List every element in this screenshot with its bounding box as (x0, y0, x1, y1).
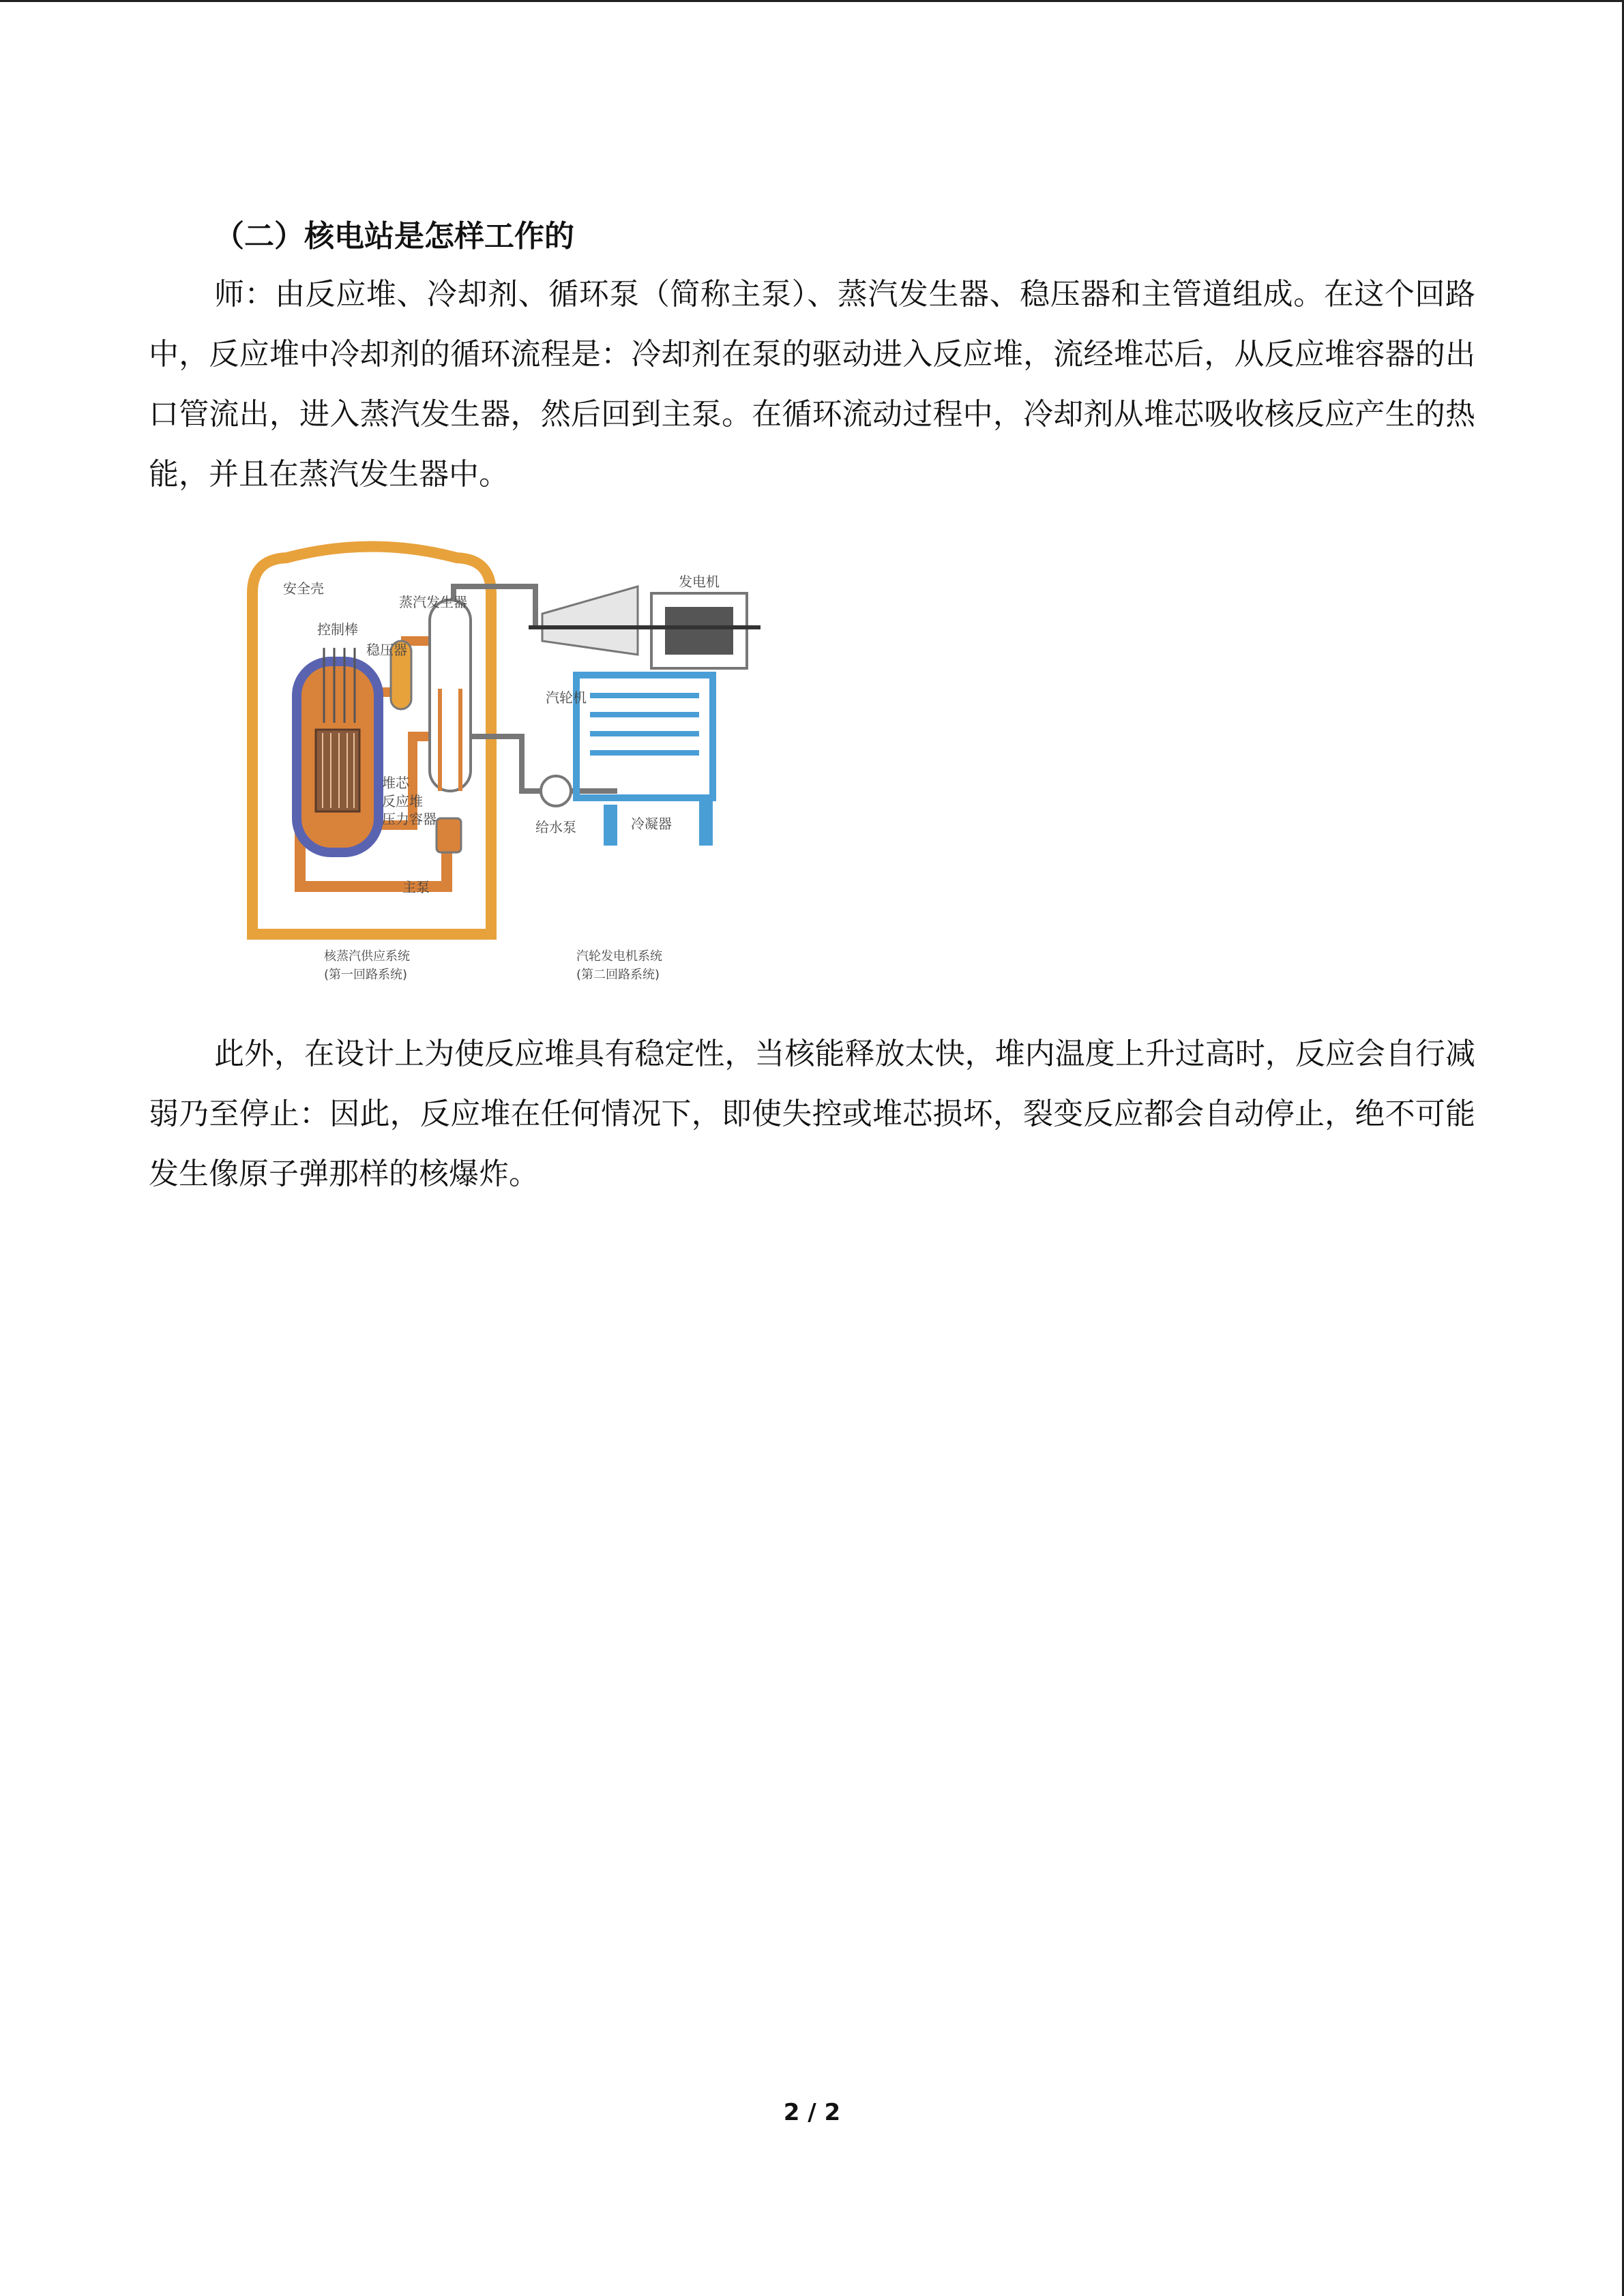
label-control-rods: 控制棒 (317, 621, 358, 638)
label-turbine: 汽轮机 (546, 689, 587, 706)
cooling-water-out (699, 798, 713, 846)
label-reactor-vessel-1: 反应堆 (382, 793, 423, 809)
label-condenser: 冷凝器 (631, 816, 672, 832)
label-main-pump: 主泵 (402, 879, 430, 895)
label-feed-pump: 给水泵 (535, 819, 576, 835)
caption-secondary-1: 汽轮发电机系统 (576, 949, 662, 964)
feed-pump (541, 776, 571, 806)
label-generator: 发电机 (679, 573, 720, 590)
paragraph-intro: 师：由反应堆、冷却剂、循环泵（简称主泵）、蒸汽发生器、稳压器和主管道组成。在这个回路中，反应堆中冷却剂的循环流程是：冷却剂在泵的驱动进入反应堆，流经堆芯后，从反应堆容器的出口管流出，进入蒸汽发生器，然后回到主泵。在循环流动过程中，冷却剂从堆芯吸收核反应产生的热能，并且在蒸汽发生器中。 (149, 277, 1475, 492)
label-core: 堆芯 (382, 775, 409, 791)
condenser-tubes (590, 696, 699, 753)
steam-generator (430, 600, 471, 791)
cooling-water-in (604, 805, 617, 846)
nuclear-plant-diagram (235, 532, 767, 996)
label-pressurizer: 稳压器 (366, 642, 407, 658)
caption-secondary-2: (第二回路系统) (576, 968, 660, 982)
main-pump (437, 818, 461, 852)
turbine (542, 586, 638, 655)
label-containment: 安全壳 (283, 580, 324, 597)
page-number: 2 / 2 (783, 2099, 841, 2126)
label-steam-generator: 蒸汽发生器 (399, 594, 467, 610)
paragraph-safety: 此外，在设计上为使反应堆具有稳定性，当核能释放太快，堆内温度上升过高时，反应会自行减弱乃至停止：因此，反应堆在任何情况下，即使失控或堆芯损坏，裂变反应都会自动停止，绝不可能发生像原子弹那样的核爆炸。 (149, 1037, 1475, 1191)
section-heading: （二）核电站是怎样工作的 (214, 219, 574, 254)
caption-primary-2: (第一回路系统) (324, 968, 408, 982)
label-reactor-vessel-2: 压力容器 (382, 811, 437, 827)
caption-primary-1: 核蒸汽供应系统 (324, 949, 410, 964)
